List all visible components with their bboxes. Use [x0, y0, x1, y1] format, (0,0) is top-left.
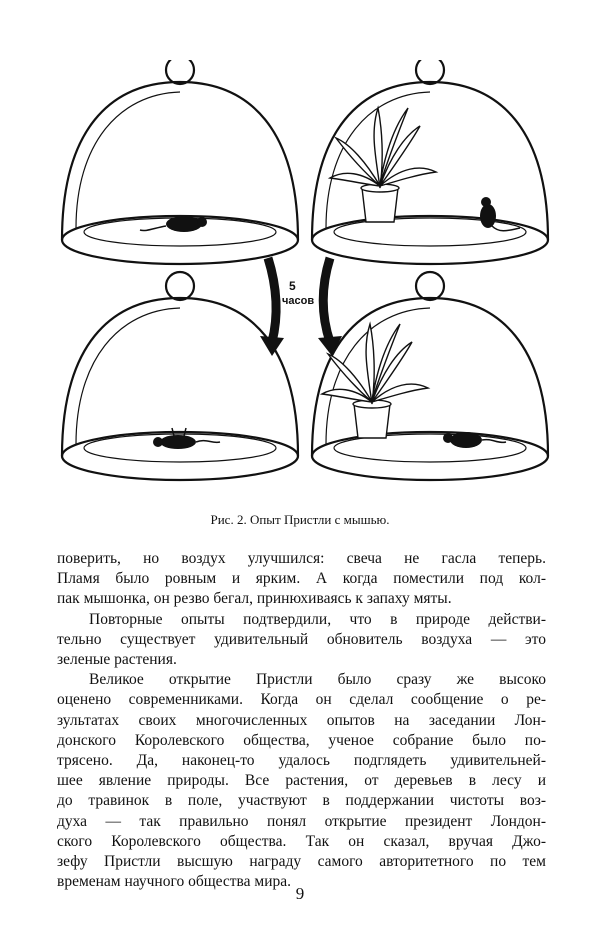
page-number: 9: [295, 884, 305, 903]
text-line: зеленые растения.: [57, 651, 177, 669]
arrow-label-unit: часов: [282, 295, 315, 307]
body-text: [57, 549, 546, 892]
text-line: до травинок в поле, участвуют в поддержании чистоты воз-: [57, 792, 546, 810]
text-line: временам научного общества мира.: [57, 873, 292, 891]
text-line: донского Королевского общества, ученое собрание было по-: [57, 731, 546, 749]
text-line: зефу Пристли высшую награду самого авторитетного по тем: [57, 853, 546, 871]
paragraph: [57, 549, 546, 610]
priestley-experiment-illustration: [50, 60, 560, 500]
text-line: шее явление природы. Все растения, от деревьев в лесу и: [57, 772, 546, 790]
text-line: ского Королевского общества. Так он сказал, вручая Джо-: [57, 832, 546, 850]
arrow-down-icon: [318, 258, 342, 356]
bell-jar-mouse-alive: [62, 60, 298, 264]
paragraph: [57, 610, 546, 671]
bell-jar-mouse-dead: [62, 272, 298, 480]
potted-plant-icon: [330, 108, 436, 222]
text-line: пак мышонка, он резво бегал, принюхиваясь к запаху мяты.: [57, 590, 452, 608]
paragraph: [57, 670, 546, 892]
text-line: Пламя было ровным и ярким. А когда поместили под кол-: [57, 570, 546, 588]
arrow-down-icon: [260, 258, 284, 356]
text-line: зультатах своих многочисленных опытов на заседании Лон-: [57, 711, 546, 729]
text-line: тельно существует удивительный обновитель воздуха — это: [57, 630, 546, 648]
text-line: поверить, но воздух улучшился: свеча не гасла теперь.: [57, 550, 546, 567]
bell-jar-plant-and-mouse: [312, 60, 548, 264]
text-line: оценено современниками. Когда он сделал сообщение о ре-: [57, 691, 546, 709]
text-line: Великое открытие Пристли было сразу же высоко: [89, 671, 546, 689]
text-line: трясено. Да, наконец-то удалось подглядеть удивительней-: [57, 752, 546, 770]
figure-caption: Рис. 2. Опыт Пристли с мышью.: [210, 512, 390, 527]
arrow-label-number: 5: [289, 279, 296, 293]
bell-jar-plant-and-mouse-alive: [312, 272, 548, 480]
text-line: Повторные опыты подтвердили, что в природе действи-: [89, 610, 546, 628]
text-line: духа — так правильно понял открытие президент Лондон-: [57, 812, 546, 830]
